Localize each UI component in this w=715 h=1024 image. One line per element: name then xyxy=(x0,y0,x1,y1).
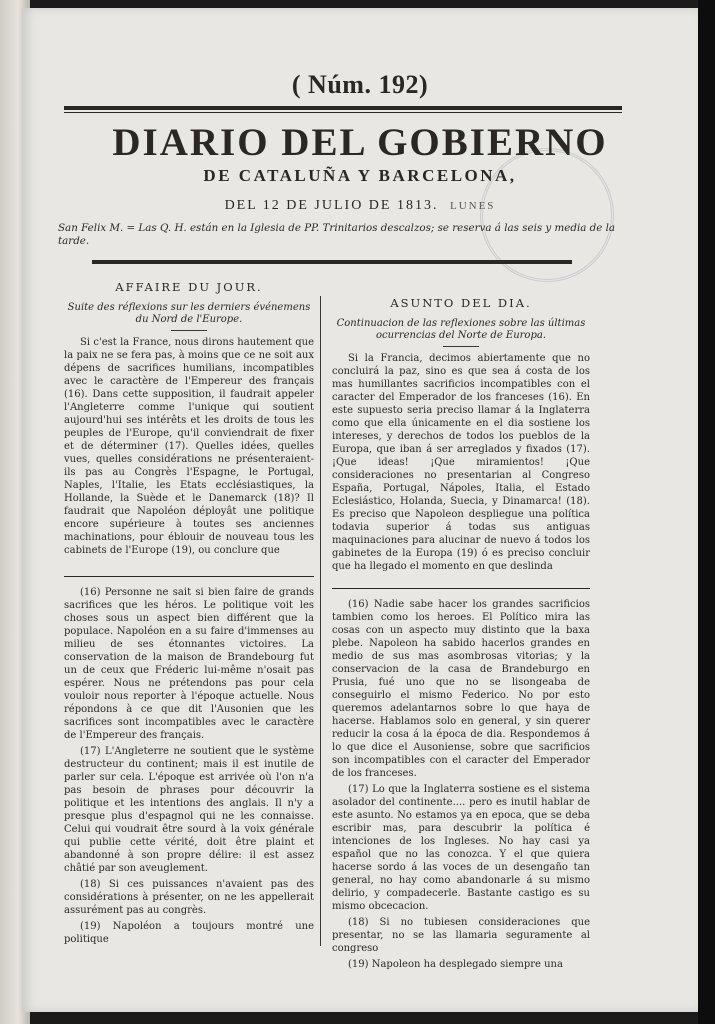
masthead-subtitle: DE CATALUÑA Y BARCELONA, xyxy=(203,166,517,185)
spanish-text: Si la Francia, decimos abiertamente que no concluirá la paz, sino es que sea á costa de los mas humillantes sacrificios incompatibles con el caracter del Emperador de los franceses (16). En este supuesto seria preciso llamar á la Inglaterra como que ella únicamente en el dia sostiene los intereses, y derechos de todos los pueblos de la Europa, que iban á ser arreglados y fixados (17). ¡Que ideas! ¡Que miramientos! ¡Que consideraciones no presentarian al Congreso España, Portugal, Nápoles, Italia, el Estado Eclesiástico, Holanda, Suecia, y Dinamarca! (18). Es preciso que Napoleon despliegue una política todavia superior á todas sus antiguas maquinaciones para alucinar de nuevo á todos los gabinetes de la Europa (19) ó es preciso concluir que ha llegado el momento en que deslinda xyxy=(332,353,590,572)
dateline-day: LUNES xyxy=(449,200,496,212)
french-article xyxy=(64,280,314,560)
header-rule-thin xyxy=(64,112,622,113)
scan-border xyxy=(698,0,715,1024)
spanish-heading: ASUNTO DEL DIA. xyxy=(390,296,532,310)
masthead-title: DIARIO DEL GOBIERNO xyxy=(112,121,608,164)
header-rule xyxy=(64,106,622,110)
french-text: Si c'est la France, nous dirons hautement que la paix ne se fera pas, à moins que ce ne soit aux dépens de sacrifices humilians, incompatibles avec le caractère de l'Empereur des français (16). Dans cette supposition, il faudrait appeler l'Angleterre comme l'unique qui soutient aujourd'hui ses intérêts et les droits de tous les peuples de l'Europe, qu'il conviendrait de fixer et de déterminer (17). Quelles idées, quelles vues, quelles considérations ne présenteraient-ils pas au Congrès l'Espagne, le Portugal, Naples, l'Italie, les Etats ecclésiastiques, la Hollande, la Suède et le Danemarck (18)? Il faudrait que Napoléon déployât une politique encore supérieure à toutes ses anciennes machinations, pour éblouir de nouveau tous les cabinets de l'Europe (19), ou conclure que xyxy=(64,337,314,556)
french-note-16: (16) Personne ne sait si bien faire de grands sacrifices que les héros. Le politique voit les choses sous un aspect bien différent que la populace. Napoléon en a su faire d'immenses au milieu de ses étonnantes victoires. La conservation de la maison de Brandebourg fut un de ceux que Fréderic lui-même n'osait pas espérer. Nous ne prétendons pas pour cela vouloir nous reporter à l'époque actuelle. Nous répondons à ce que dit l'Ausonien que les sacrifices sont incompatibles avec le caractère de l'Empereur des français. xyxy=(64,587,314,741)
spanish-note-19: (19) Napoleon ha desplegado siempre una xyxy=(348,959,563,970)
column-divider xyxy=(320,296,321,946)
church-notice: San Felix M. = Las Q. H. están en la Iglesia de PP. Trinitarios descalzos; se reserva á las seis y media de la tarde. xyxy=(58,222,616,247)
issue-number: ( Núm. 192) xyxy=(291,70,429,99)
spanish-notes-rule xyxy=(332,588,590,589)
french-heading: AFFAIRE DU JOUR. xyxy=(115,280,263,294)
spanish-note-17: (17) Lo que la Inglaterra sostiene es el sistema asolador del continente.... pero es inutil hablar de este asunto. No estamos ya en epoca, que se deba escribir mas, para descubrir la política é intenciones de los Ingleses. No hay casi ya español que no las conozca. Y el que quiera hacerse sordo á las voces de un desengaño tan general, no hay como abandonarle á su mismo delirio, y compadecerle. Bastante castigo es su mismo obcecacion. xyxy=(332,784,590,912)
spanish-notes xyxy=(332,598,590,974)
french-notes-rule xyxy=(64,576,314,577)
french-note-18: (18) Si ces puissances n'avaient pas des considérations à présenter, on ne les appellerait assurément pas au congrès. xyxy=(64,879,314,916)
french-notes xyxy=(64,586,314,949)
french-note-19: (19) Napoléon a toujours montré une politique xyxy=(64,921,314,945)
newspaper-page xyxy=(22,8,698,1012)
spanish-note-16: (16) Nadie sabe hacer los grandes sacrificios tambien como los heroes. El Político mira las cosas con un aspecto muy distinto que la baxa plebe. Napoleon ha sabido hacerlos grandes en medio de sus mas asombrosas vitorias; y la conservacion de la casa de Brandeburgo en Prusia, fué uno que no se lisongeaba de conseguirlo el mismo Federico. No por esto queremos adelantarnos sobre lo que haya de hacerse. Hablamos solo en general, y sin querer reducir la cosa á la época de dia. Respondemos á lo que dice el Ausoniense, sobre que sacrificios son incompatibles con el caracter del Emperador de los franceses. xyxy=(332,599,590,779)
spanish-article xyxy=(332,296,590,576)
dateline xyxy=(22,198,698,214)
french-note-17: (17) L'Angleterre ne soutient que le système destructeur du continent; mais il est inutile de parler sur cela. L'époque est arrivée où l'on n'a pas besoin de phrases pour découvrir la politique et les intentions des anglais. Il n'y a presque plus d'espagnol qui ne les connaisse. Celui qui voudrait être sourd à la voix générale qui publie cette vérité, doit être plaint et abandonné à son propre délire: il est assez châtié par son aveuglement. xyxy=(64,746,314,874)
spanish-note-18: (18) Si no tubiesen consideraciones que presentar, no se las llamaria seguramente al congreso xyxy=(332,917,590,954)
section-rule xyxy=(92,260,572,264)
french-subheading: Suite des réflexions sur les derniers événemens du Nord de l'Europe. xyxy=(67,302,311,325)
spanish-subheading: Continuacion de las reflexiones sobre las últimas ocurrencias del Norte de Europa. xyxy=(336,318,586,341)
dateline-date: DEL 12 DE JULIO DE 1813. xyxy=(224,198,439,213)
